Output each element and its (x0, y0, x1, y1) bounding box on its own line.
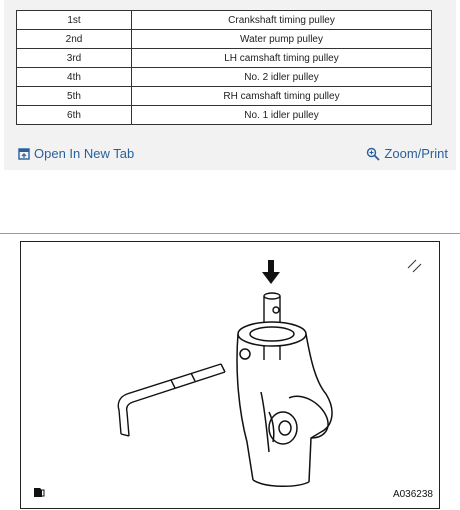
tensioner-body (237, 322, 332, 486)
open-in-new-tab-label: Open In New Tab (34, 146, 135, 161)
table-row (17, 11, 432, 30)
part-cell: RH camshaft timing pulley (132, 87, 432, 106)
pulley-tool-drawing (21, 242, 439, 508)
pulley-sequence-table (16, 10, 432, 125)
book-icon (33, 486, 45, 498)
figure-code: A036238 (392, 489, 433, 500)
part-cell: No. 2 idler pulley (132, 68, 432, 87)
table-row (17, 87, 432, 106)
hex-wrench (118, 364, 225, 436)
part-cell: Crankshaft timing pulley (132, 11, 432, 30)
magnifier-icon (366, 147, 380, 161)
table-row (17, 68, 432, 87)
order-cell: 5th (17, 87, 132, 106)
section-divider (0, 233, 460, 234)
order-cell: 4th (17, 68, 132, 87)
part-cell: Water pump pulley (132, 30, 432, 49)
order-cell: 6th (17, 106, 132, 125)
order-cell: 3rd (17, 49, 132, 68)
order-cell: 1st (17, 11, 132, 30)
order-cell: 2nd (17, 30, 132, 49)
open-in-new-tab-icon (18, 148, 30, 160)
part-cell: No. 1 idler pulley (132, 106, 432, 125)
figure-toolbar (4, 140, 456, 168)
table-row (17, 30, 432, 49)
zoom-print-label: Zoom/Print (384, 146, 448, 161)
open-in-new-tab-button[interactable] (18, 146, 134, 161)
table-row (17, 49, 432, 68)
zoom-print-button[interactable] (366, 146, 448, 161)
table-row (17, 106, 432, 125)
service-illustration (20, 241, 440, 509)
corner-mark (408, 260, 421, 272)
part-cell: LH camshaft timing pulley (132, 49, 432, 68)
arrow-down-icon (262, 260, 280, 284)
